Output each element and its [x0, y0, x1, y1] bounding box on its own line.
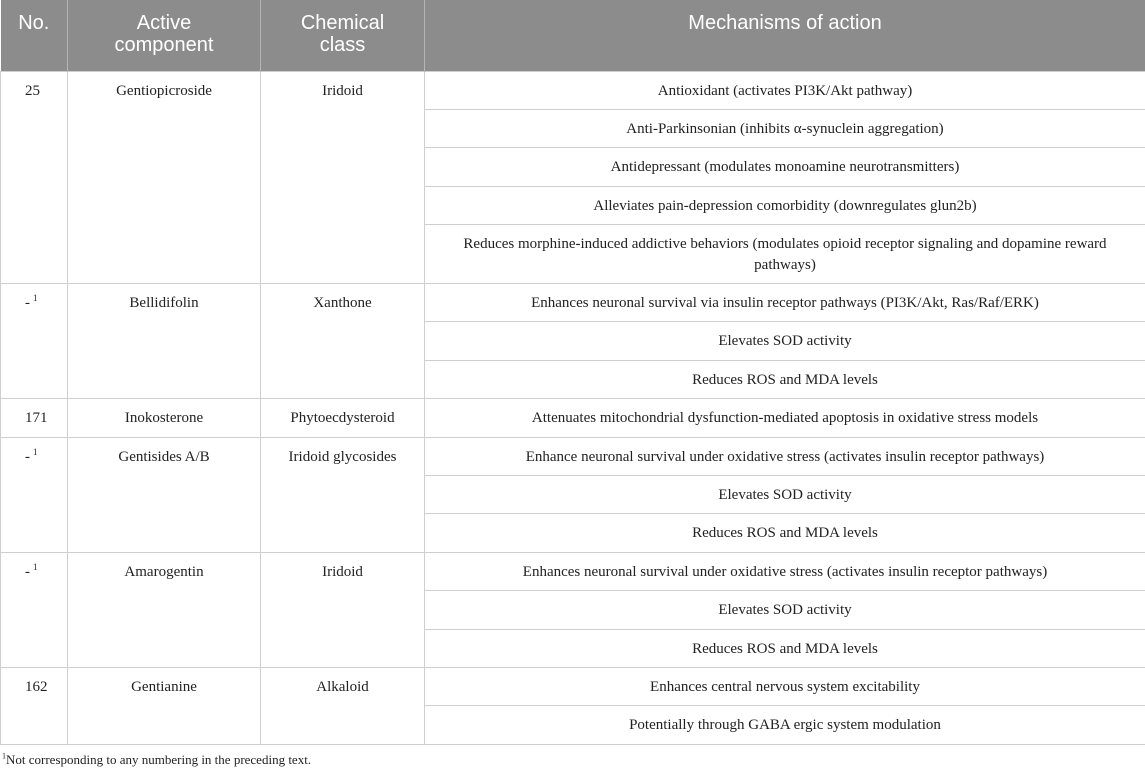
cell-mechanism: Enhance neuronal survival under oxidative stress (activates insulin receptor pathways) — [425, 437, 1145, 475]
cell-active-component: Gentisides A/B — [68, 437, 261, 552]
table-body — [1, 71, 1145, 744]
cell-mechanism: Enhances neuronal survival under oxidative stress (activates insulin receptor pathways) — [425, 552, 1145, 590]
cell-active-component: Inokosterone — [68, 399, 261, 437]
cell-mechanism: Anti-Parkinsonian (inhibits α-synuclein aggregation) — [425, 109, 1145, 147]
cell-mechanism: Elevates SOD activity — [425, 591, 1145, 629]
cell-no: 171 — [1, 399, 68, 437]
cell-active-component: Bellidifolin — [68, 284, 261, 399]
footnote-mark: 1 — [2, 751, 6, 761]
cell-chemical-class: Xanthone — [261, 284, 425, 399]
header-no: No. — [1, 0, 68, 71]
footnote-ref: 1 — [33, 446, 38, 457]
cell-mechanism: Potentially through GABA ergic system modulation — [425, 706, 1145, 744]
cell-chemical-class: Phytoecdysteroid — [261, 399, 425, 437]
cell-mechanism: Elevates SOD activity — [425, 322, 1145, 360]
cell-chemical-class: Alkaloid — [261, 667, 425, 744]
cell-chemical-class: Iridoid — [261, 552, 425, 667]
cell-mechanism: Enhances neuronal survival via insulin receptor pathways (PI3K/Akt, Ras/Raf/ERK) — [425, 284, 1145, 322]
cell-mechanism: Reduces ROS and MDA levels — [425, 360, 1145, 398]
table-row — [1, 437, 1145, 475]
cell-mechanism: Antidepressant (modulates monoamine neurotransmitters) — [425, 148, 1145, 186]
footnote-text: Not corresponding to any numbering in the preceding text. — [6, 751, 312, 767]
cell-mechanism: Antioxidant (activates PI3K/Akt pathway) — [425, 71, 1145, 109]
cell-mechanism: Reduces ROS and MDA levels — [425, 514, 1145, 552]
cell-mechanism: Elevates SOD activity — [425, 476, 1145, 514]
footnote-ref: 1 — [33, 293, 38, 304]
header-row — [1, 0, 1145, 71]
cell-active-component: Gentianine — [68, 667, 261, 744]
table-footnote — [0, 745, 1145, 768]
table-row — [1, 284, 1145, 322]
table-row — [1, 667, 1145, 705]
cell-no: 162 — [1, 667, 68, 744]
cell-no: - $^1$ — [1, 552, 68, 667]
cell-no: - $^1$ — [1, 437, 68, 552]
table-row — [1, 71, 1145, 109]
table-row — [1, 399, 1145, 437]
cell-mechanism: Reduces ROS and MDA levels — [425, 629, 1145, 667]
cell-mechanism: Enhances central nervous system excitability — [425, 667, 1145, 705]
cell-active-component: Amarogentin — [68, 552, 261, 667]
cell-mechanism: Attenuates mitochondrial dysfunction-mediated apoptosis in oxidative stress models — [425, 399, 1145, 437]
header-active-component: Active component — [68, 0, 261, 71]
cell-mechanism: Reduces morphine-induced addictive behaviors (modulates opioid receptor signaling and dopamine reward pathways) — [425, 225, 1145, 284]
cell-chemical-class: Iridoid glycosides — [261, 437, 425, 552]
footnote-ref: 1 — [33, 561, 38, 572]
table-row — [1, 552, 1145, 590]
table-header — [1, 0, 1145, 71]
cell-mechanism: Alleviates pain-depression comorbidity (downregulates glun2b) — [425, 186, 1145, 224]
header-chemical-class: Chemical class — [261, 0, 425, 71]
cell-active-component: Gentiopicroside — [68, 71, 261, 284]
cell-chemical-class: Iridoid — [261, 71, 425, 284]
cell-no: 25 — [1, 71, 68, 284]
header-mechanisms: Mechanisms of action — [425, 0, 1145, 71]
cell-no: - $^1$ — [1, 284, 68, 399]
